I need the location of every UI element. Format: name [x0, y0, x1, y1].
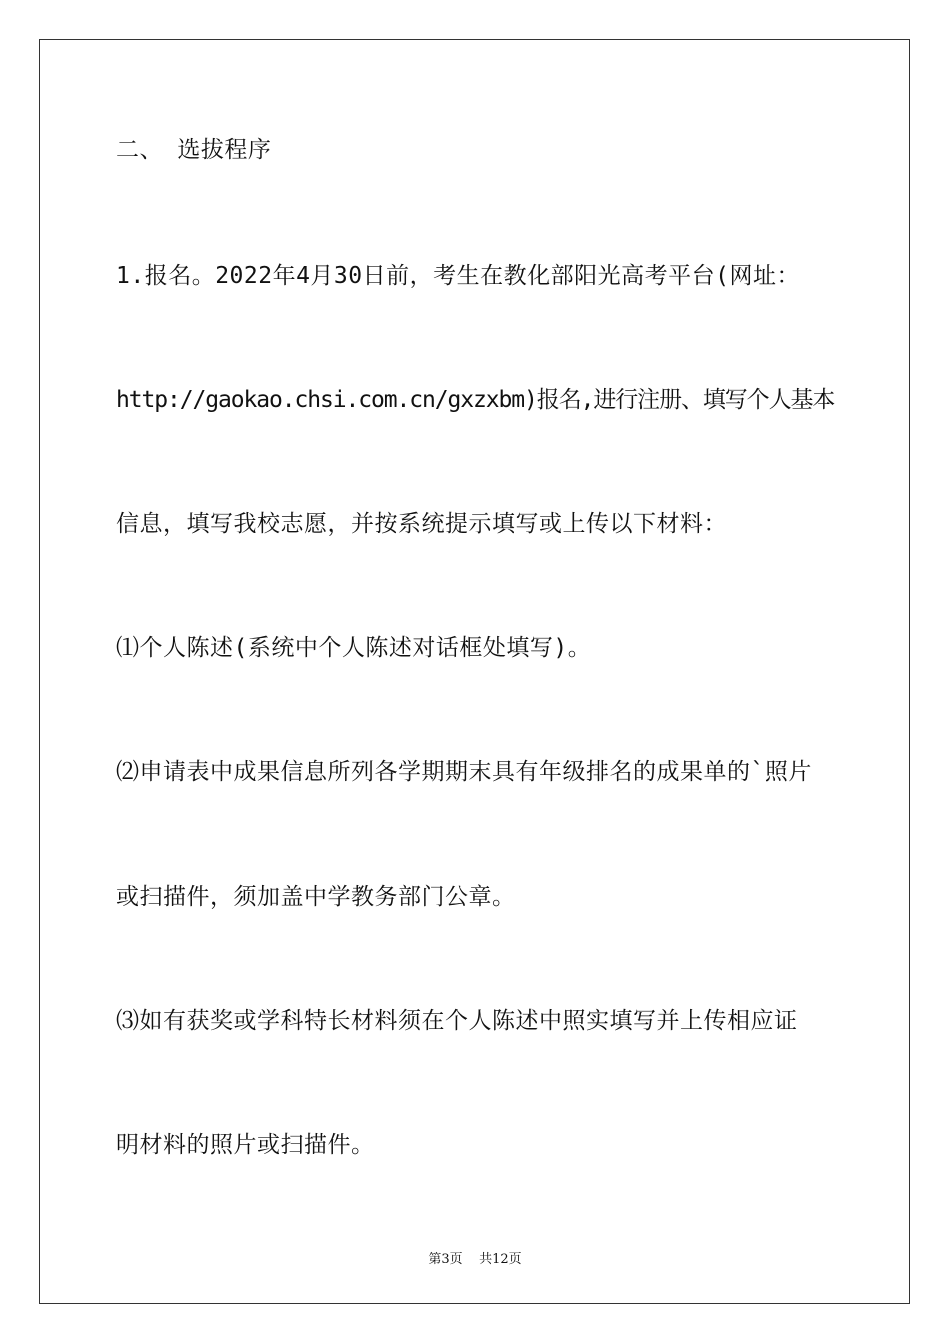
list-item-line: ⑵申请表中成果信息所列各学期期末具有年级排名的成果单的`照片 [116, 759, 812, 785]
paragraph-line: http://gaokao.chsi.com.cn/gxzxbm)报名,进行注册、填写个人基本 [116, 387, 835, 413]
section-heading: 二、 选拔程序 [116, 137, 272, 163]
list-item-line: ⑴个人陈述(系统中个人陈述对话框处填写)。 [116, 635, 592, 661]
list-item-line: ⑶如有获奖或学科特长材料须在个人陈述中照实填写并上传相应证 [116, 1008, 798, 1034]
paragraph-line: 1.报名。2022年4月30日前，考生在教化部阳光高考平台(网址： [116, 263, 800, 289]
page-number: 第3页 共12页 [428, 1252, 522, 1267]
paragraph-line: 信息，填写我校志愿，并按系统提示填写或上传以下材料： [116, 511, 727, 537]
page-border [39, 39, 910, 1304]
list-item-line: 或扫描件，须加盖中学教务部门公章。 [116, 884, 516, 910]
list-item-line: 明材料的照片或扫描件。 [116, 1132, 375, 1158]
